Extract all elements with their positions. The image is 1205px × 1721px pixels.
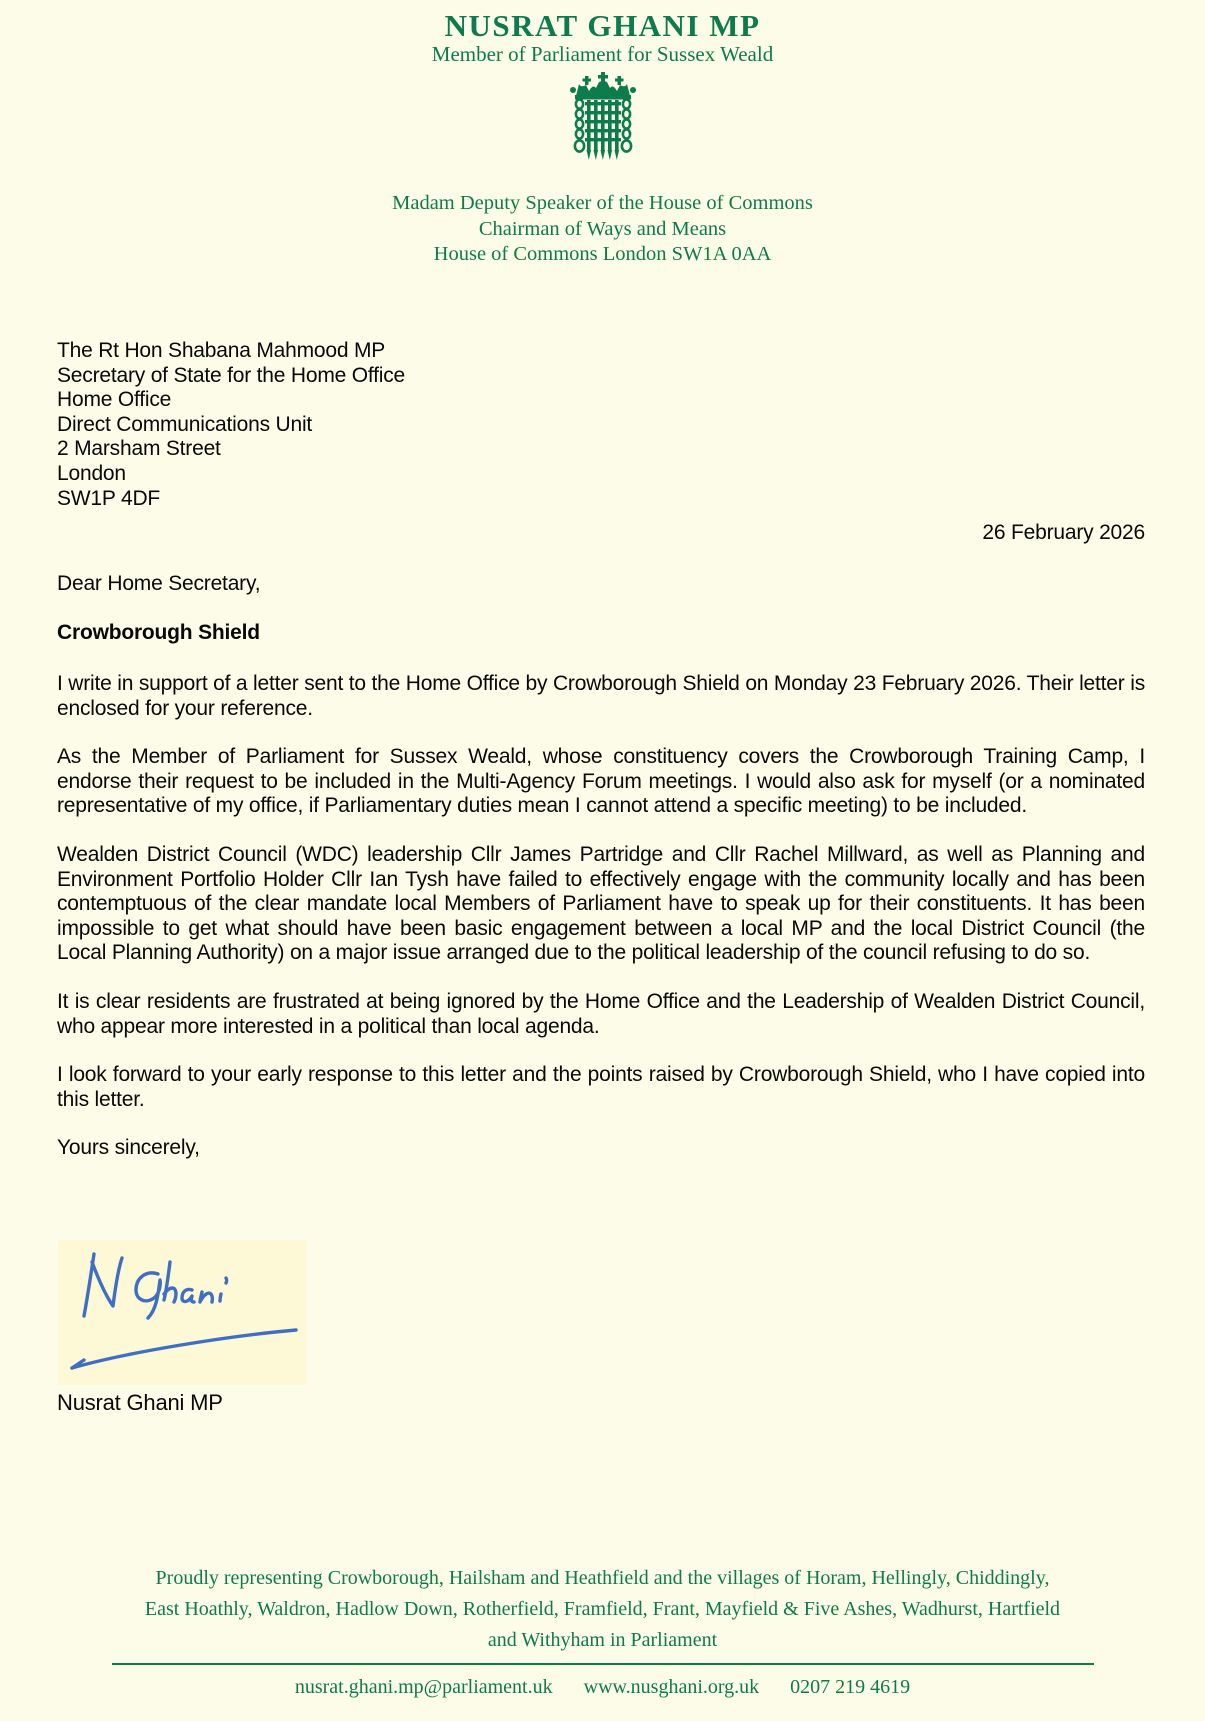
paragraph: As the Member of Parliament for Sussex Weald, whose constituency covers the Crowborough Training Camp, I endorse their request to be included in the Multi-Agency Forum meetings. I would also ask for myself (or a nominated representative of my office, if Parliamentary duties mean I cannot attend a specific meeting) to be included. (57, 745, 1145, 818)
mp-name-heading: NUSRAT GHANI MP (444, 8, 761, 43)
mp-role-subheading: Member of Parliament for Sussex Weald (431, 42, 774, 66)
footer-representing-line: Proudly representing Crowborough, Hailsham and Heathfield and the villages of Horam, Hellingly, Chiddingly, (155, 1567, 1050, 1589)
office-line: Madam Deputy Speaker of the House of Commons (392, 192, 813, 214)
recipient-address-block (57, 339, 405, 511)
footer-divider (112, 1663, 1094, 1665)
footer-representing-line: and Withyham in Parliament (487, 1629, 718, 1651)
letter-body (57, 672, 1145, 1185)
office-line: House of Commons London SW1A 0AA (433, 243, 772, 265)
paragraph: I look forward to your early response to this letter and the points raised by Crowborough Shield, who I have copied into this letter. (57, 1063, 1145, 1111)
recipient-line: London (57, 461, 126, 485)
recipient-line: Direct Communications Unit (57, 412, 313, 436)
letter-date: 26 February 2026 (982, 521, 1145, 544)
footer (0, 1563, 1205, 1703)
paragraph: I write in support of a letter sent to the Home Office by Crowborough Shield on Monday 23 February 2026. Their letter is enclosed for your reference. (57, 672, 1145, 720)
contact-website: www.nusghani.org.uk (583, 1676, 760, 1698)
contact-email: nusrat.ghani.mp@parliament.uk (294, 1676, 553, 1698)
crowned-portcullis-icon (0, 72, 1205, 177)
paragraph: It is clear residents are frustrated at being ignored by the Home Office and the Leadership of Wealden District Council, who appear more interested in a political than local agenda. (57, 989, 1145, 1038)
recipient-line: 2 Marsham Street (57, 437, 221, 461)
footer-representing-line: East Hoathly, Waldron, Hadlow Down, Rotherfield, Framfield, Frant, Mayfield & Five Ashes, Wadhurst, Hartfield (144, 1598, 1061, 1620)
footer-contact-line (0, 1672, 1205, 1703)
office-line: Chairman of Ways and Means (478, 217, 727, 240)
recipient-line: SW1P 4DF (57, 486, 161, 510)
office-address-block (0, 191, 1205, 268)
contact-phone: 0207 219 4619 (790, 1676, 911, 1698)
paragraph: Wealden District Council (WDC) leadership Cllr James Partridge and Cllr Rachel Millward, as well as Planning and Environment Portfolio Holder Cllr Ian Tysh have failed to effectively engage with the community locally and has been contemptuous of the clear mandate local Members of Parliament have to speak up for their constituents. It has been impossible to get what should have been basic engagement between a local MP and the local District Council (the Local Planning Authority) on a major issue arranged due to the political leadership of the council refusing to do so. (57, 842, 1145, 965)
closing: Yours sincerely, (57, 1136, 200, 1160)
salutation: Dear Home Secretary, (57, 572, 261, 595)
recipient-line: Secretary of State for the Home Office (57, 363, 406, 387)
subject-line: Crowborough Shield (57, 621, 260, 644)
signature-image (58, 1240, 307, 1385)
recipient-line: Home Office (57, 388, 172, 412)
signatory-name: Nusrat Ghani MP (57, 1390, 223, 1415)
recipient-line: The Rt Hon Shabana Mahmood MP (57, 339, 386, 362)
